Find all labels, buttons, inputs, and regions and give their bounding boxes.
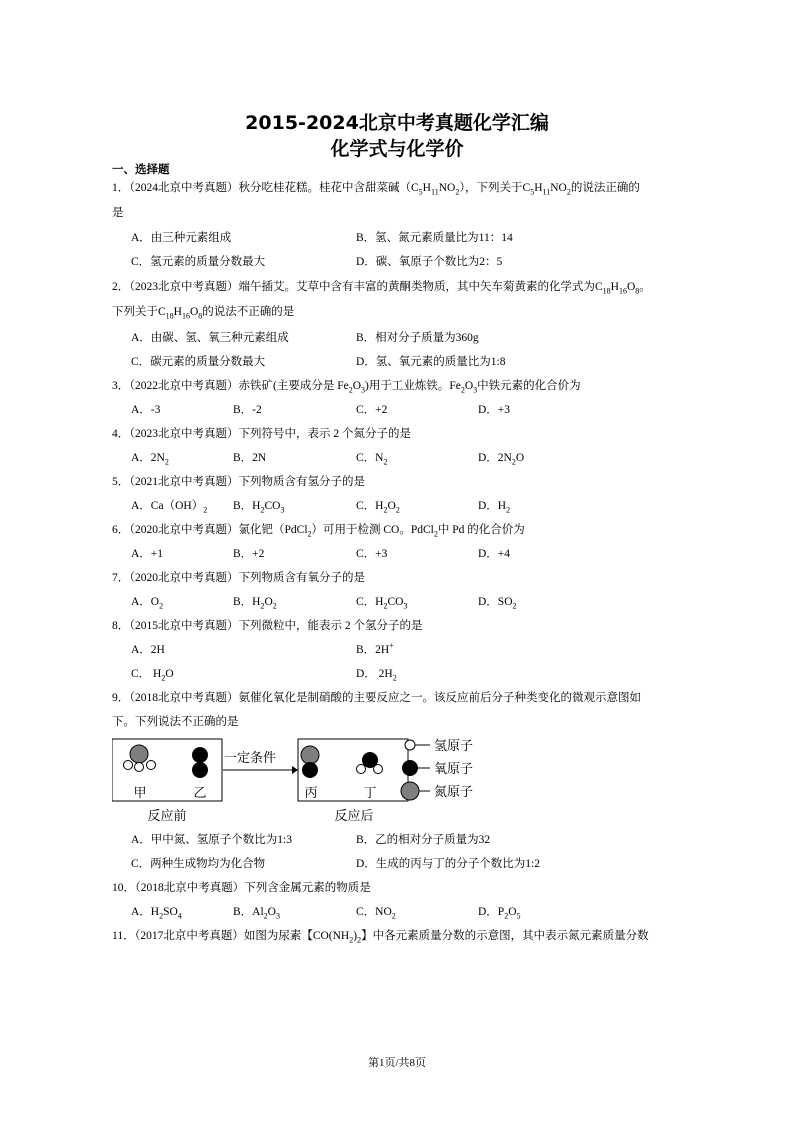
question-9-stem: 9．（2018北京中考真题）氨催化氧化是制硝酸的主要反应之一。该反应前后分子种类变化的微观示意图如 xyxy=(112,692,641,704)
q5-option-a: A．$Ca(OH)_2$ xyxy=(131,500,208,515)
q8-option-c: C． $H_2O$ xyxy=(131,668,174,683)
question-2-stem: 2．（2023北京中考真题）端午插艾。艾草中含有丰富的黄酮类物质，其中矢车菊黄素的化学式为$C_{18}H_{16}O_8$。 xyxy=(112,281,651,296)
q5-option-b: B．$H_2CO_3$ xyxy=(233,500,285,515)
question-11-stem: 11．（2017北京中考真题）如图为尿素【$CO(NH_2)_2$】中各元素质量分数的示意图，其中表示氮元素质量分数 xyxy=(112,930,649,945)
q10-option-a: A．$H_2SO_4$ xyxy=(131,906,182,921)
arrow-head xyxy=(292,766,298,774)
legend-hydrogen-icon xyxy=(405,740,415,750)
q7-option-a: A．$O_2$ xyxy=(131,596,164,611)
question-4-stem: 4．（2023北京中考真题）下列符号中，表示 2 个氮分子的是 xyxy=(112,428,411,440)
q3-option-c: C．+2 xyxy=(356,404,388,416)
q7-option-d: D．$SO_2$ xyxy=(478,596,517,611)
hydrogen-atom xyxy=(147,761,156,770)
question-1-stem-cont: 是 xyxy=(112,207,124,219)
q1-option-d: D．碳、氧原子个数比为2：5 xyxy=(356,256,503,268)
q9-option-c: C．两种生成物均为化合物 xyxy=(131,858,266,870)
q7-option-c: C．$H_2CO_3$ xyxy=(356,596,408,611)
q4-option-b: B．2N xyxy=(233,452,267,464)
label-ding: 丁 xyxy=(363,786,377,801)
question-3-stem: 3．（2022北京中考真题）赤铁矿(主要成分是 $Fe_2O_3$)用于工业炼铁。$Fe_2O_3$中铁元素的化合价为 xyxy=(112,380,581,395)
hydrogen-atom xyxy=(124,761,133,770)
label-jia: 甲 xyxy=(133,786,147,801)
nitrogen-atom xyxy=(130,745,148,763)
reaction-condition: 一定条件 xyxy=(224,751,277,766)
q9-option-d: D．生成的丙与丁的分子个数比为1:2 xyxy=(356,858,540,870)
q3-option-a: A．-3 xyxy=(131,404,161,416)
legend-oxygen-label: 氧原子 xyxy=(434,762,474,777)
question-7-stem: 7．（2020北京中考真题）下列物质含有氧分子的是 xyxy=(112,572,365,584)
q7-option-b: B．$H_2O_2$ xyxy=(233,596,277,611)
page-subtitle: 化学式与化学价 xyxy=(330,138,464,160)
q8-option-a: A．2H xyxy=(131,644,165,656)
label-yi: 乙 xyxy=(193,786,207,801)
legend-nitrogen-label: 氮原子 xyxy=(434,785,474,800)
q8-option-d: D． $2H_2$ xyxy=(356,668,397,683)
q6-option-c: C．+3 xyxy=(356,548,388,560)
oxygen-atom xyxy=(192,762,208,778)
q2-option-c: C．碳元素的质量分数最大 xyxy=(131,356,266,368)
oxygen-atom xyxy=(192,747,208,763)
page-footer: 第1页/共8页 xyxy=(367,1057,427,1069)
q10-option-b: B．$Al_2O_3$ xyxy=(233,906,280,921)
reaction-diagram-svg xyxy=(112,738,492,824)
question-9-stem-cont: 下。下列说法不正确的是 xyxy=(112,716,239,728)
question-2-stem-cont: 下列关于$C_{18}H_{16}O_8$的说法不正确的是 xyxy=(112,306,295,321)
q4-option-a: A．$2N_2$ xyxy=(131,452,169,467)
hydrogen-atom xyxy=(357,765,366,774)
q9-option-a: A．甲中氮、氢原子个数比为1:3 xyxy=(131,834,292,846)
q8-option-b: B．2H+ xyxy=(356,641,394,656)
label-after: 反应后 xyxy=(334,809,374,824)
hydrogen-atom xyxy=(374,765,383,774)
q5-option-c: C．$H_2O_2$ xyxy=(356,500,400,515)
q3-option-b: B．-2 xyxy=(233,404,262,416)
question-5-stem: 5．（2021北京中考真题）下列物质含有氢分子的是 xyxy=(112,476,365,488)
oxygen-atom xyxy=(302,762,318,778)
question-8-stem: 8．（2015北京中考真题）下列微粒中，能表示 2 个氢分子的是 xyxy=(112,620,423,632)
page-title: 2015-2024北京中考真题化学汇编 xyxy=(245,112,549,134)
q6-option-d: D．+4 xyxy=(478,548,511,560)
legend-oxygen-icon xyxy=(402,760,418,776)
hydrogen-atom xyxy=(135,763,144,772)
reaction-diagram xyxy=(112,738,492,827)
question-1-stem: 1．（2024北京中考真题）秋分吃桂花糕。桂花中含甜菜碱$(C_5H_{11}NO_2)$，下列关于$C_5H_{11}NO_2$的说法正确的 xyxy=(112,182,640,197)
q2-option-b: B．相对分子质量为360g xyxy=(356,332,479,344)
nitrogen-atom xyxy=(301,746,319,764)
question-6-stem: 6．（2020北京中考真题）氯化钯（PdCl$_2$）可用于检测 CO。PdCl$_2$中 Pd 的化合价为 xyxy=(112,524,525,539)
q9-option-b: B．乙的相对分子质量为32 xyxy=(356,834,491,846)
legend-hydrogen-label: 氢原子 xyxy=(434,739,474,754)
label-before: 反应前 xyxy=(147,809,187,824)
q4-option-d: D．$2N_2O$ xyxy=(478,452,525,467)
q1-option-a: A．由三种元素组成 xyxy=(131,232,232,244)
q6-option-a: A．+1 xyxy=(131,548,164,560)
q1-option-c: C．氢元素的质量分数最大 xyxy=(131,256,266,268)
q1-option-b: B．氢、氮元素质量比为11：14 xyxy=(356,232,513,244)
q2-option-d: D．氢、氧元素的质量比为1:8 xyxy=(356,356,506,368)
q3-option-d: D．+3 xyxy=(478,404,511,416)
q10-option-d: D．$P_2O_5$ xyxy=(478,906,521,921)
label-bing: 丙 xyxy=(304,786,318,801)
q2-option-a: A．由碳、氢、氧三种元素组成 xyxy=(131,332,289,344)
q6-option-b: B．+2 xyxy=(233,548,265,560)
q4-option-c: C．$N_2$ xyxy=(356,452,388,467)
section-heading: 一、选择题 xyxy=(112,164,170,176)
question-10-stem: 10．（2018北京中考真题）下列含金属元素的物质是 xyxy=(112,882,371,894)
q10-option-c: C．$NO_2$ xyxy=(356,906,396,921)
legend-nitrogen-icon xyxy=(401,782,419,800)
q5-option-d: D．$H_2$ xyxy=(478,500,511,515)
